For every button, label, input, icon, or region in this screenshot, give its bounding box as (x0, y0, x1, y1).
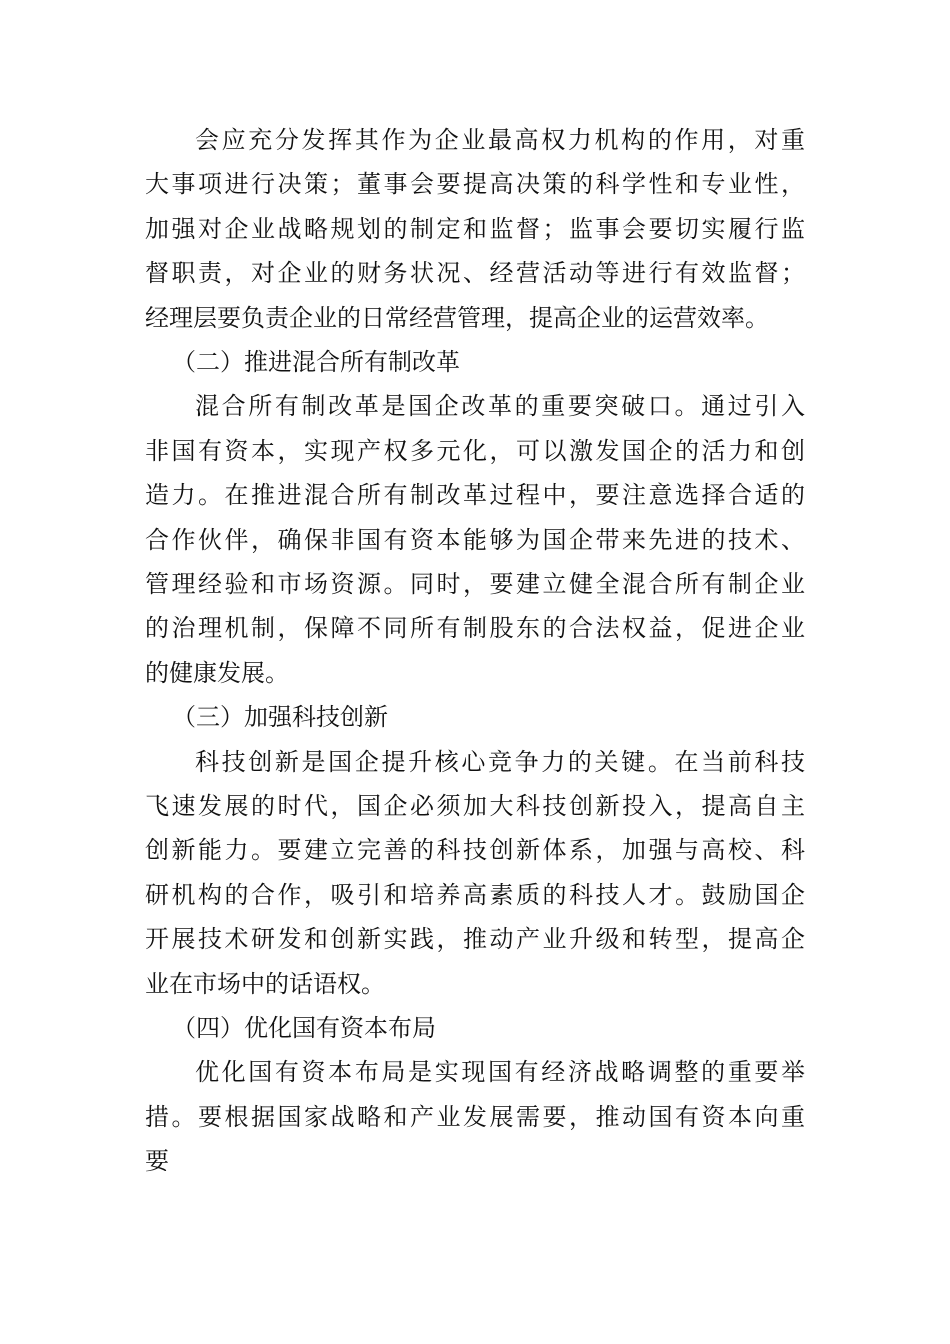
paragraph-line: 非国有资本，实现产权多元化，可以激发国企的活力和创 (145, 436, 805, 465)
paragraph-line: 加强对企业战略规划的制定和监督；监事会要切实履行监 (145, 214, 805, 243)
paragraph-line: 科技创新是国企提升核心竞争力的关键。在当前科技 (195, 747, 805, 776)
paragraph-line: 研机构的合作，吸引和培养高素质的科技人才。鼓励国企 (145, 880, 805, 909)
paragraph-line: 开展技术研发和创新实践，推动产业升级和转型，提高企 (145, 925, 805, 954)
paragraph-line: 督职责，对企业的财务状况、经营活动等进行有效监督； (145, 259, 805, 288)
paragraph-line: 的健康发展。 (145, 658, 289, 687)
paragraph-line: 合作伙伴，确保非国有资本能够为国企带来先进的技术、 (145, 525, 805, 554)
paragraph-line: 经理层要负责企业的日常经营管理，提高企业的运营效率。 (145, 303, 769, 332)
paragraph-line: 混合所有制改革是国企改革的重要突破口。通过引入 (195, 392, 805, 421)
section-heading: （四）优化国有资本布局 (172, 1014, 436, 1042)
paragraph-line: 创新能力。要建立完善的科技创新体系，加强与高校、科 (145, 836, 805, 865)
section-heading: （二）推进混合所有制改革 (172, 348, 460, 376)
paragraph-line: 措。要根据国家战略和产业发展需要，推动国有资本向重 (145, 1102, 805, 1131)
section-heading: （三）加强科技创新 (172, 703, 388, 732)
paragraph-line: 要 (145, 1147, 169, 1176)
paragraph-line: 管理经验和市场资源。同时，要建立健全混合所有制企业 (145, 570, 805, 598)
paragraph-line: 大事项进行决策；董事会要提高决策的科学性和专业性， (145, 170, 805, 199)
paragraph-line: 优化国有资本布局是实现国有经济战略调整的重要举 (195, 1058, 805, 1087)
paragraph-line: 会应充分发挥其作为企业最高权力机构的作用，对重 (195, 126, 805, 154)
paragraph-line: 的治理机制，保障不同所有制股东的合法权益，促进企业 (145, 614, 805, 643)
paragraph-line: 飞速发展的时代，国企必须加大科技创新投入，提高自主 (145, 792, 805, 820)
paragraph-line: 造力。在推进混合所有制改革过程中，要注意选择合适的 (145, 481, 805, 510)
paragraph-line: 业在市场中的话语权。 (145, 969, 385, 998)
